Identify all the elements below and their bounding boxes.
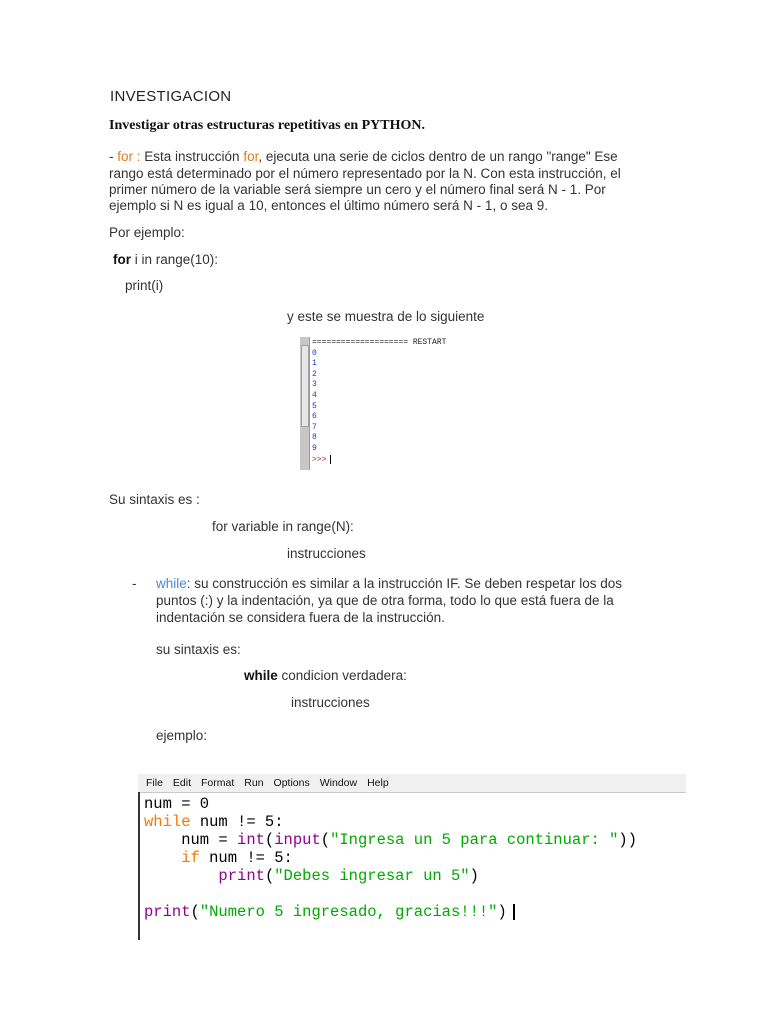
shell-caption: y este se muestra de lo siguiente — [287, 309, 485, 324]
while-line1-rest: : su construcción es similar a la instrucción IF. Se deben respetar los dos — [186, 576, 622, 591]
code-string: "Numero 5 ingresado, gracias!!!" — [199, 903, 498, 921]
shell-output-line: 6 — [312, 412, 317, 422]
while-bullet: - — [132, 576, 137, 591]
code-while-keyword: while — [144, 813, 191, 831]
idle-editor-screenshot — [138, 774, 686, 940]
for-keyword: for : — [117, 149, 141, 164]
code-if-keyword: if — [181, 849, 200, 867]
code-string: "Debes ingresar un 5" — [274, 867, 470, 885]
shell-output-line: 9 — [312, 443, 317, 453]
code-paren-close: )) — [618, 831, 638, 849]
while-syntax-keyword: while — [244, 668, 278, 683]
for-code-line1 — [113, 252, 218, 268]
ejemplo-label: ejemplo: — [156, 728, 208, 743]
shell-scrollbar[interactable] — [300, 337, 310, 470]
shell-output-line: 8 — [312, 433, 317, 443]
shell-restart-line: ==================== RESTART — [312, 338, 447, 347]
for-paragraph-line4: ejemplo si N es igual a 10, entonces el último número será N - 1, o sea 9. — [109, 198, 548, 213]
menu-item-format[interactable]: Format — [201, 777, 235, 789]
code-line-1: num = 0 — [144, 795, 210, 813]
page-subtitle: Investigar otras estructuras repetitivas en PYTHON. — [109, 118, 425, 133]
menu-item-file[interactable]: File — [146, 777, 163, 789]
shell-output-line: 5 — [312, 401, 317, 411]
code-paren-close: ) — [469, 867, 479, 885]
code-paren: ( — [264, 831, 275, 849]
shell-prompt: >>> — [312, 455, 327, 465]
shell-lines — [312, 338, 446, 466]
for-text-b: , ejecuta una serie de ciclos dentro de un rango "range" Ese — [258, 149, 618, 164]
code-line-3-indent: num = — [144, 831, 238, 849]
while-keyword: while — [156, 576, 187, 591]
menu-item-run[interactable]: Run — [244, 777, 264, 789]
while-syntax-line2: instrucciones — [291, 695, 370, 710]
por-ejemplo-label: Por ejemplo: — [109, 225, 185, 240]
code-line-4-indent — [144, 849, 181, 867]
code-string: "Ingresa un 5 para continuar: " — [330, 831, 619, 849]
code-line-7 — [144, 903, 637, 921]
code-line-2 — [144, 813, 637, 831]
while-syntax-line1 — [244, 668, 407, 684]
shell-output-line: 1 — [312, 359, 317, 369]
code-print-builtin: print — [218, 867, 265, 885]
for-sintaxis-line2: instrucciones — [287, 546, 366, 561]
for-code-line2: print(i) — [125, 278, 164, 293]
shell-scrollbar-thumb[interactable] — [301, 345, 309, 427]
for-code-rest: i in range(10): — [131, 252, 219, 267]
for-paragraph-line1 — [109, 149, 618, 165]
shell-output-line: 4 — [312, 390, 317, 400]
menu-item-edit[interactable]: Edit — [172, 777, 192, 789]
shell-output-line: 2 — [312, 369, 317, 379]
code-line-5 — [144, 867, 637, 885]
shell-output-line: 3 — [312, 380, 317, 390]
code-paren: ( — [320, 831, 331, 849]
page-title: INVESTIGACION — [110, 88, 232, 105]
for-text-a: Esta instrucción — [140, 149, 244, 164]
code-line-5-indent — [144, 867, 218, 885]
for-bullet: - — [109, 149, 118, 164]
code-line-6-blank — [144, 885, 637, 903]
text-cursor — [513, 904, 515, 920]
while-syntax-rest: condicion verdadera: — [277, 668, 407, 683]
idle-left-border — [138, 792, 140, 940]
menu-item-options[interactable]: Options — [273, 777, 310, 789]
for-keyword-inline: for — [243, 149, 259, 164]
while-sintaxis-label: su sintaxis es: — [156, 642, 241, 657]
code-paren-close: ) — [497, 903, 507, 921]
for-code-keyword: for — [113, 252, 131, 267]
code-line-2-rest: num != 5: — [190, 813, 284, 831]
code-input-builtin: input — [274, 831, 321, 849]
shell-output-screenshot — [300, 337, 480, 470]
code-print-builtin: print — [144, 903, 191, 921]
shell-prompt-line — [312, 455, 446, 466]
menu-item-window[interactable]: Window — [319, 777, 358, 789]
code-paren: ( — [264, 867, 275, 885]
menu-item-help[interactable]: Help — [367, 777, 389, 789]
idle-code[interactable] — [144, 795, 637, 921]
for-sintaxis-label: Su sintaxis es : — [109, 492, 200, 507]
shell-caret — [330, 455, 331, 464]
while-paragraph-line3: indentación se considera fuera de la instrucción. — [156, 610, 445, 625]
while-paragraph-line2: puntos (:) y la indentación, ya que de otra forma, todo lo que está fuera de la — [156, 593, 614, 608]
code-line-3 — [144, 831, 637, 849]
shell-output-line: 7 — [312, 422, 317, 432]
while-paragraph-line1 — [156, 576, 622, 592]
code-int-builtin: int — [237, 831, 265, 849]
code-paren: ( — [190, 903, 200, 921]
for-paragraph-line3: primer número de la variable será siempre un cero y el número final será N - 1. Por — [109, 182, 606, 197]
code-line-4 — [144, 849, 637, 867]
for-sintaxis-line1: for variable in range(N): — [212, 519, 354, 534]
for-paragraph-line2: rango está determinado por el número representado por la N. Con esta instrucción, el — [109, 166, 621, 181]
code-line-4-rest: num != 5: — [199, 849, 293, 867]
shell-output-line: 0 — [312, 348, 317, 358]
idle-menubar — [138, 774, 686, 793]
